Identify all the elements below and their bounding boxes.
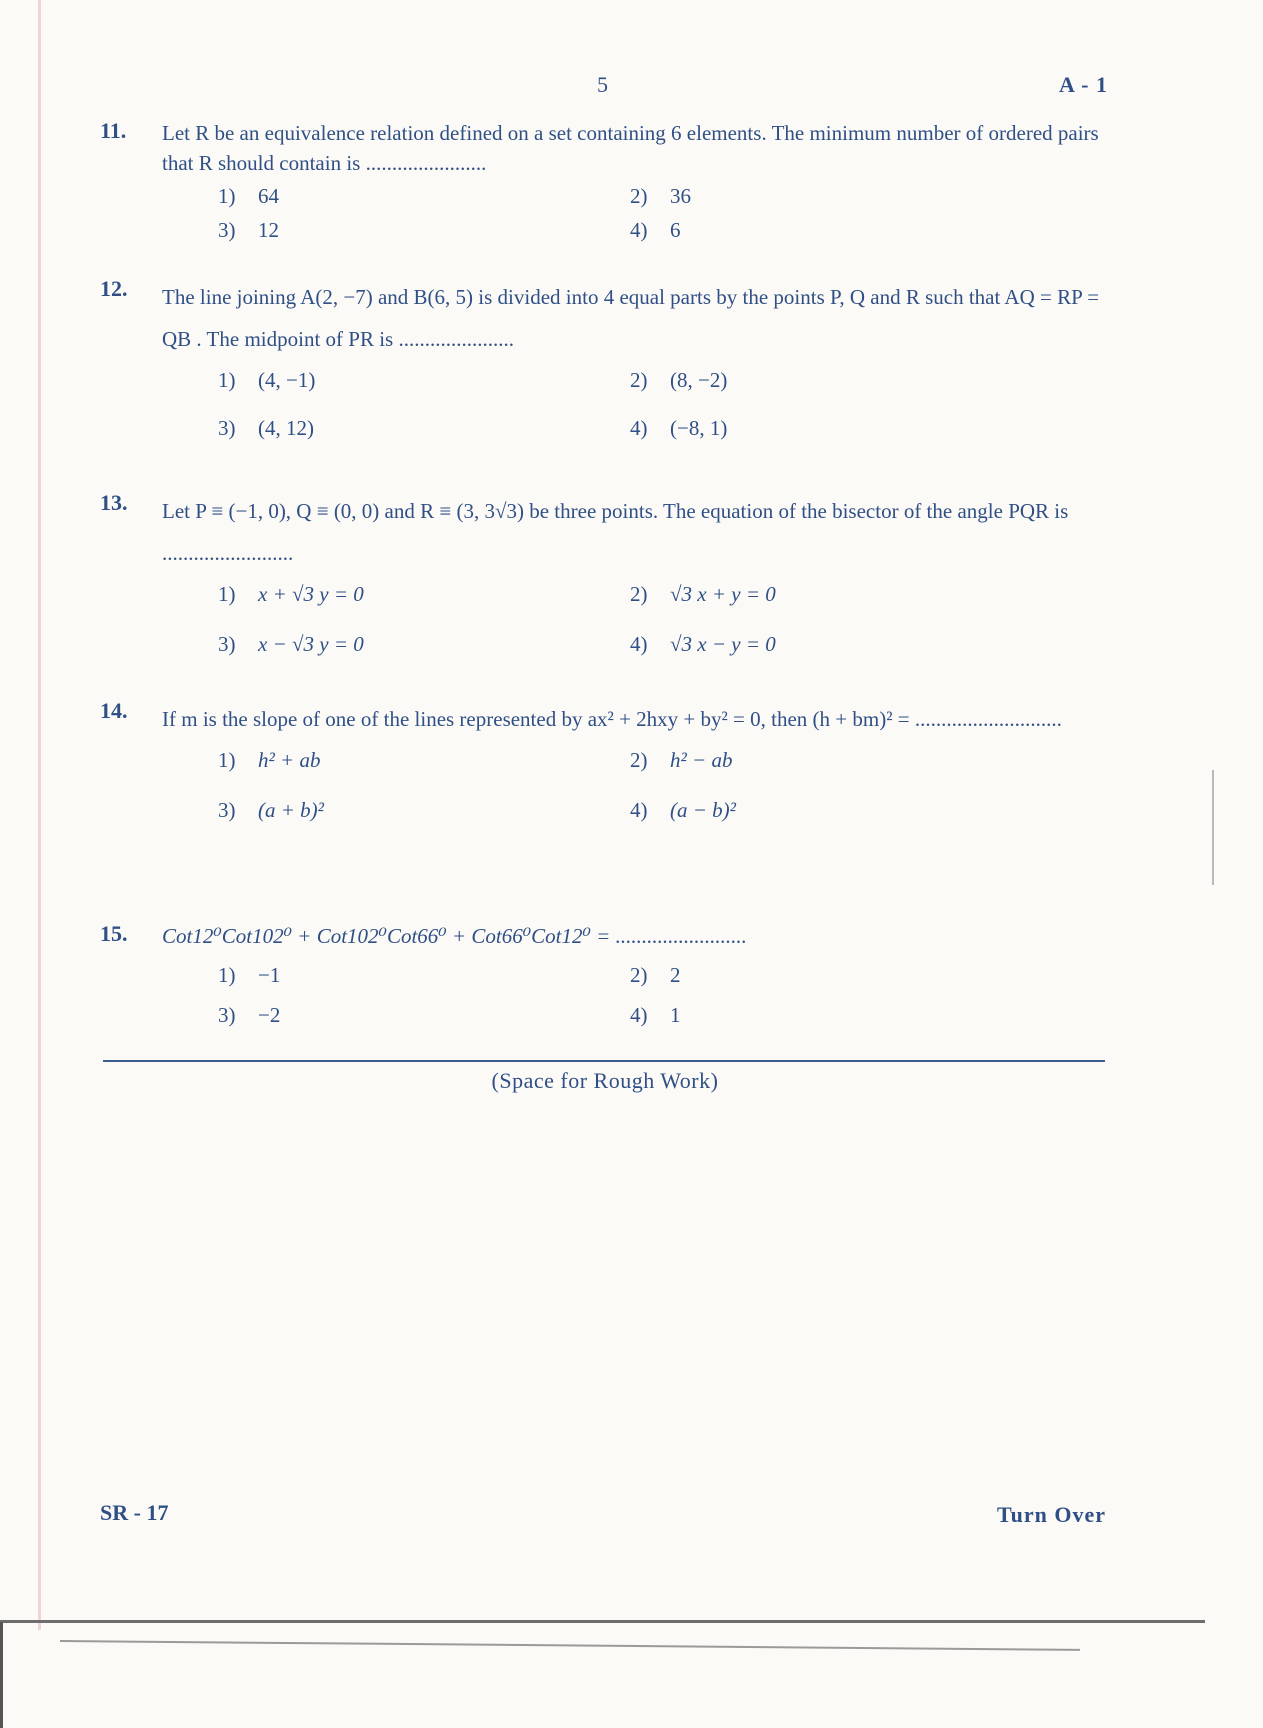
question-text: If m is the slope of one of the lines represented by ax² + 2hxy + by² = 0, then (h + bm)² = ............................ (162, 707, 1062, 731)
option-label: 2) (630, 748, 648, 772)
question-11 (100, 118, 1110, 254)
question-12 (100, 276, 1110, 468)
question-13 (100, 490, 1110, 682)
option-3[interactable] (218, 798, 324, 823)
option-text: 36 (670, 184, 691, 208)
option-2[interactable] (630, 368, 727, 393)
options (218, 184, 1110, 254)
option-label: 1) (218, 963, 236, 987)
option-text: (8, −2) (670, 368, 728, 392)
option-label: 3) (218, 798, 236, 822)
question-14 (100, 698, 1110, 848)
option-text: 6 (670, 218, 681, 242)
options (218, 582, 1110, 682)
option-text: √3 x − y = 0 (670, 632, 776, 656)
option-label: 1) (218, 748, 236, 772)
question-number: 15. (100, 921, 128, 946)
question-text: Cot12⁰Cot102⁰ + Cot102⁰Cot66⁰ + Cot66⁰Cot12⁰ = ......................... (162, 924, 747, 948)
question-number: 12. (100, 276, 128, 301)
option-text: 64 (258, 184, 279, 208)
option-4[interactable] (630, 218, 681, 243)
option-label: 4) (630, 218, 648, 242)
bottom-edge-line-secondary (60, 1640, 1080, 1651)
option-3[interactable] (218, 218, 279, 243)
option-4[interactable] (630, 416, 727, 441)
option-2[interactable] (630, 963, 681, 988)
option-2[interactable] (630, 582, 776, 607)
option-text: −2 (258, 1003, 281, 1027)
turn-over-label: Turn Over (996, 1502, 1106, 1527)
option-1[interactable] (218, 748, 320, 773)
option-text: x + √3 y = 0 (258, 582, 364, 606)
options (218, 748, 1110, 848)
option-text: 12 (258, 218, 279, 242)
question-number: 13. (100, 490, 128, 515)
bottom-edge-line (0, 1620, 1205, 1623)
option-text: (4, −1) (258, 368, 316, 392)
option-1[interactable] (218, 184, 279, 209)
option-text: h² + ab (258, 748, 321, 772)
option-label: 3) (218, 632, 236, 656)
option-4[interactable] (630, 1003, 681, 1028)
option-1[interactable] (218, 368, 315, 393)
option-4[interactable] (630, 798, 736, 823)
question-number: 14. (100, 698, 128, 723)
option-text: (a + b)² (258, 798, 324, 822)
option-1[interactable] (218, 963, 280, 988)
options (218, 963, 1110, 1043)
question-number: 11. (100, 118, 127, 143)
option-label: 3) (218, 218, 236, 242)
option-text: 2 (670, 963, 681, 987)
option-label: 2) (630, 582, 648, 606)
option-label: 2) (630, 963, 648, 987)
option-2[interactable] (630, 748, 732, 773)
question-text: The line joining A(2, −7) and B(6, 5) is divided into 4 equal parts by the points P, Q and R such that AQ = RP = QB . The midpoint of PR is ...................... (162, 285, 1100, 351)
option-1[interactable] (218, 582, 364, 607)
option-label: 4) (630, 416, 648, 440)
option-label: 1) (218, 368, 236, 392)
option-label: 3) (218, 1003, 236, 1027)
option-label: 1) (218, 582, 236, 606)
footer-code: SR - 17 (100, 1500, 169, 1525)
question-text: Let R be an equivalence relation defined on a set containing 6 elements. The minimum number of ordered pairs that R should contain is ....................... (162, 121, 1099, 175)
option-4[interactable] (630, 632, 776, 657)
page-number: 5 (597, 72, 608, 97)
option-label: 4) (630, 632, 648, 656)
margin-line (38, 0, 41, 1630)
option-label: 4) (630, 1003, 648, 1027)
corner-edge-line (0, 1622, 3, 1728)
option-text: (4, 12) (258, 416, 314, 440)
option-label: 3) (218, 416, 236, 440)
option-label: 2) (630, 368, 648, 392)
option-text: (−8, 1) (670, 416, 728, 440)
option-3[interactable] (218, 632, 364, 657)
option-text: −1 (258, 963, 281, 987)
option-2[interactable] (630, 184, 691, 209)
divider (103, 1060, 1105, 1062)
options (218, 368, 1110, 468)
option-label: 4) (630, 798, 648, 822)
option-label: 1) (218, 184, 236, 208)
option-text: (a − b)² (670, 798, 736, 822)
option-text: √3 x + y = 0 (670, 582, 776, 606)
option-text: 1 (670, 1003, 681, 1027)
question-15 (100, 921, 1110, 1043)
option-text: h² − ab (670, 748, 733, 772)
booklet-code: A - 1 (1059, 72, 1108, 97)
question-text: Let P ≡ (−1, 0), Q ≡ (0, 0) and R ≡ (3, 3√3) be three points. The equation of the bisector of the angle PQR is ......................... (162, 499, 1069, 565)
scan-mark (1212, 770, 1214, 885)
rough-work-label: (Space for Rough Work) (491, 1068, 719, 1093)
option-3[interactable] (218, 1003, 280, 1028)
option-label: 2) (630, 184, 648, 208)
option-3[interactable] (218, 416, 314, 441)
option-text: x − √3 y = 0 (258, 632, 364, 656)
